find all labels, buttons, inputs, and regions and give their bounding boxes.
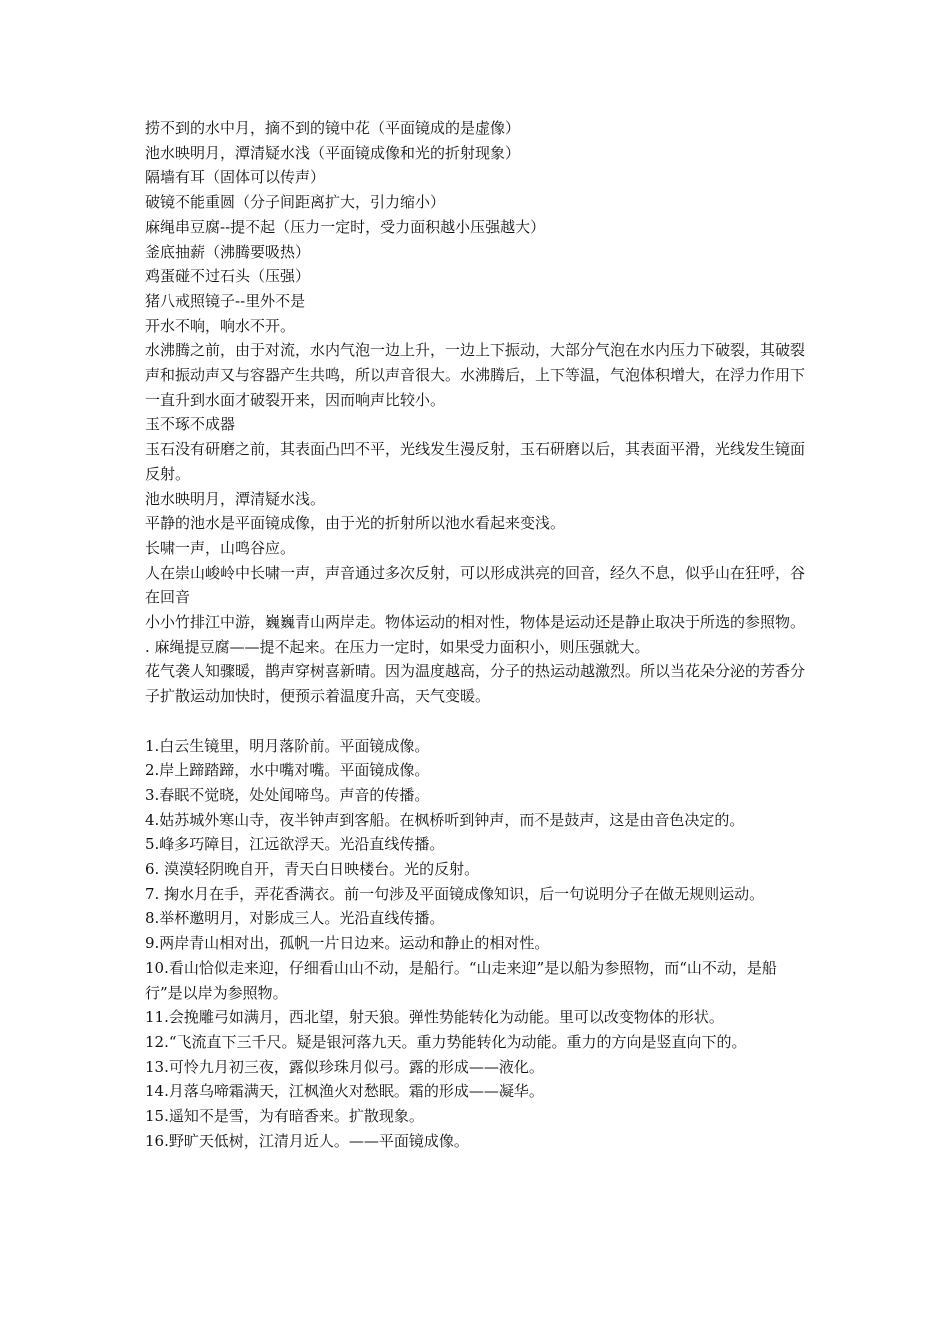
text-line: 釜底抽薪（沸腾要吸热） (145, 242, 311, 261)
list-item: 10.看山恰似走来迎，仔细看山山不动，是船行。“山走来迎”是以船为参照物，而“山不动，是船行”是以岸为参照物。 (145, 958, 777, 1002)
list-item: 5.峰多巧障目，江远欲浮天。光沿直线传播。 (145, 835, 445, 854)
document-body (145, 116, 813, 1154)
text-line: 捞不到的水中月，摘不到的镜中花（平面镜成的是虚像） (145, 119, 521, 137)
text-line: 池水映明月，潭清疑水浅。 (145, 489, 326, 508)
list-item: 16.野旷天低树，江清月近人。——平面镜成像。 (145, 1131, 469, 1150)
text-line: 隔墙有耳（固体可以传声） (145, 168, 326, 187)
list-item: 15.遥知不是雪，为有暗香来。扩散现象。 (145, 1107, 424, 1126)
list-item: 1.白云生镜里，明月落阶前。平面镜成像。 (145, 736, 430, 755)
text-paragraph: 人在崇山峻岭中长啸一声，声音通过多次反射，可以形成洪亮的回音，经久不息，似乎山在狂呼，谷在回音 (145, 563, 806, 607)
text-line: 猪八戒照镜子--里外不是 (145, 291, 306, 310)
list-item: 12.“飞流直下三千尺。疑是银河落九天。重力势能转化为动能。重力的方向是竖直向下的。 (145, 1033, 747, 1051)
text-paragraph: 水沸腾之前，由于对流，水内气泡一边上升，一边上下振动，大部分气泡在水内压力下破裂，其破裂声和振动声又与容器产生共鸣，所以声音很大。水沸腾后，上下等温，气泡体积增大，在浮力作用下一直升到水面才破裂开来，因而响声比较小。 (145, 341, 806, 409)
text-paragraph: 玉石没有研磨之前，其表面凸凹不平，光线发生漫反射，玉石研磨以后，其表面平滑，光线发生镜面反射。 (145, 440, 806, 483)
list-item: 2.岸上蹄踏蹄，水中嘴对嘴。平面镜成像。 (145, 761, 430, 780)
list-item: 11.会挽雕弓如满月，西北望，射天狼。弹性势能转化为动能。里可以改变物体的形状。 (145, 1008, 724, 1027)
text-line: 长啸一声，山鸣谷应。 (145, 538, 296, 557)
list-item: 9.两岸青山相对出，孤帆一片日边来。运动和静止的相对性。 (145, 934, 550, 953)
list-item: 6. 漠漠轻阴晚自开，青天白日映楼台。光的反射。 (145, 860, 480, 879)
text-paragraph: 花气袭人知骤暖，鹊声穿树喜新晴。因为温度越高，分子的热运动越激烈。所以当花朵分泌的芳香分子扩散运动加快时，便预示着温度升高，天气变暖。 (145, 662, 806, 706)
text-line: 玉不琢不成器 (145, 415, 236, 434)
list-item: 7. 掬水月在手，弄花香满衣。前一句涉及平面镜成像知识，后一句说明分子在做无规则运动。 (145, 884, 765, 903)
list-item: 8.举杯邀明月，对影成三人。光沿直线传播。 (145, 909, 445, 928)
list-item: 13.可怜九月初三夜，露似珍珠月似弓。露的形成——液化。 (145, 1057, 544, 1076)
paragraph-spacer (145, 709, 813, 734)
text-line: 破镜不能重圆（分子间距离扩大，引力缩小） (145, 193, 446, 212)
list-item: 4.姑苏城外寒山寺，夜半钟声到客船。在枫桥听到钟声，而不是鼓声，这是由音色决定的。 (145, 810, 745, 829)
text-line: 鸡蛋碰不过石头（压强） (145, 267, 311, 286)
text-line: . 麻绳提豆腐——提不起来。在压力一定时，如果受力面积小，则压强就大。 (145, 637, 650, 656)
text-line: 麻绳串豆腐--提不起（压力一定时，受力面积越小压强越大） (145, 217, 546, 236)
list-item: 14.月落乌啼霜满天，江枫渔火对愁眠。霜的形成——凝华。 (145, 1082, 544, 1101)
text-line: 开水不响，响水不开。 (145, 316, 296, 335)
text-line: 池水映明月，潭清疑水浅（平面镜成像和光的折射现象） (145, 143, 521, 162)
text-line: 平静的池水是平面镜成像，由于光的折射所以池水看起来变浅。 (145, 514, 566, 533)
text-paragraph: 小小竹排江中游，巍巍青山两岸走。物体运动的相对性，物体是运动还是静止取决于所选的参照物。 (145, 613, 806, 632)
list-item: 3.春眠不觉晓，处处闻啼鸟。声音的传播。 (145, 785, 430, 804)
